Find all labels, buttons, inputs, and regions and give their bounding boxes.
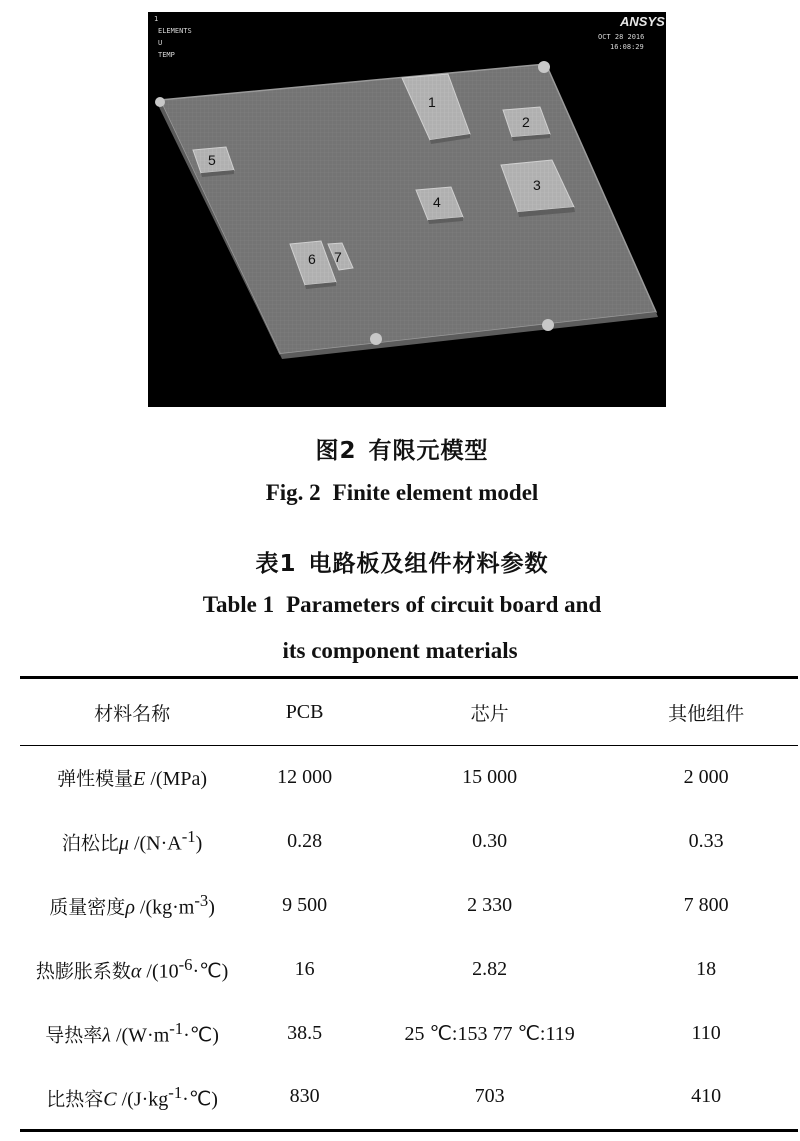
chip-value: 15 000 — [462, 766, 518, 789]
table-number-cn: 表1 — [255, 551, 297, 577]
table-row — [20, 746, 798, 810]
ansys-logo: ANSYS — [620, 14, 665, 29]
chip-value: 703 — [365, 1065, 614, 1130]
param-name: 弹性模量E /(MPa) — [57, 768, 208, 791]
pcb-value: 9 500 — [282, 893, 328, 916]
chip-value: 2.82 — [472, 957, 508, 980]
table-caption-cn — [0, 545, 800, 578]
overlay-u: U — [158, 39, 163, 47]
component-7-label: 7 — [334, 249, 342, 265]
fe-model-render — [148, 12, 666, 407]
table-header-row — [20, 678, 798, 746]
table-caption-en-line1 — [0, 592, 800, 618]
table-row — [20, 1001, 798, 1065]
figure-title-cn: 有限元模型 — [368, 438, 489, 464]
pcb-value: 0.28 — [287, 830, 323, 853]
component-3-label: 3 — [533, 177, 541, 193]
overlay-temp: TEMP — [158, 51, 175, 59]
header-pcb: PCB — [244, 678, 365, 746]
other-value: 0.33 — [688, 830, 724, 853]
circuit-board — [160, 64, 656, 354]
figure-number-cn: 图2 — [315, 438, 357, 464]
table-title-en-2: its component materials — [282, 638, 518, 663]
other-value: 410 — [614, 1065, 798, 1130]
figure-caption-en — [0, 480, 800, 506]
table-title-en-1: Parameters of circuit board and — [286, 592, 602, 617]
param-name: 热膨胀系数α $/(10^{-6}\cdot℃)$ — [35, 954, 229, 983]
table-number-en: Table 1 — [202, 592, 275, 617]
param-name: 泊松比μ $/(N\cdot A^{-1})$ — [61, 827, 203, 856]
table-row — [20, 937, 798, 1001]
overlay-index: 1 — [154, 15, 159, 23]
param-name: 质量密度ρ $/(kg\cdot m^{-3})$ — [49, 891, 215, 919]
pcb-value: 16 — [294, 957, 315, 980]
other-value: 110 — [691, 1021, 721, 1044]
figure-number-en: Fig. 2 — [265, 480, 321, 505]
component-6-label: 6 — [308, 251, 316, 267]
component-4-label: 4 — [433, 194, 441, 210]
table-caption-en-line2 — [0, 638, 800, 664]
overlay-date: OCT 28 2016 — [598, 33, 645, 41]
param-name: 导热率λ $/(W\cdot m^{-1}\cdot℃)$ — [45, 1018, 219, 1047]
table-row — [20, 874, 798, 938]
figure-caption-cn — [0, 432, 800, 465]
material-parameters-table — [20, 676, 798, 1132]
overlay-time: 16:08:29 — [610, 43, 644, 51]
param-name: 比热容C $/(J\cdot kg^{-1}\cdot℃)$ — [20, 1065, 244, 1130]
finite-element-figure — [148, 12, 666, 407]
figure-title-en: Finite element model — [332, 480, 539, 505]
header-material-name: 材料名称 — [20, 678, 244, 746]
component-2-label: 2 — [522, 114, 530, 130]
pcb-value: 38.5 — [287, 1021, 323, 1044]
table-row — [20, 1065, 798, 1130]
pcb-value: 12 000 — [277, 766, 333, 789]
overlay-elements: ELEMENTS — [158, 27, 192, 35]
other-value: 7 800 — [683, 893, 729, 916]
other-value: 18 — [696, 957, 717, 980]
pcb-value: 830 — [244, 1065, 365, 1130]
other-value: 2 000 — [683, 766, 729, 789]
component-5-label: 5 — [208, 152, 216, 168]
chip-value: 0.30 — [472, 830, 508, 853]
chip-value: 25 ℃:153 77 ℃:119 — [404, 1022, 575, 1045]
table-row — [20, 810, 798, 874]
header-chip: 芯片 — [365, 678, 614, 746]
header-other: 其他组件 — [614, 678, 798, 746]
chip-value: 2 330 — [467, 893, 513, 916]
table-title-cn: 电路板及组件材料参数 — [308, 551, 549, 577]
component-1-label: 1 — [428, 94, 436, 110]
